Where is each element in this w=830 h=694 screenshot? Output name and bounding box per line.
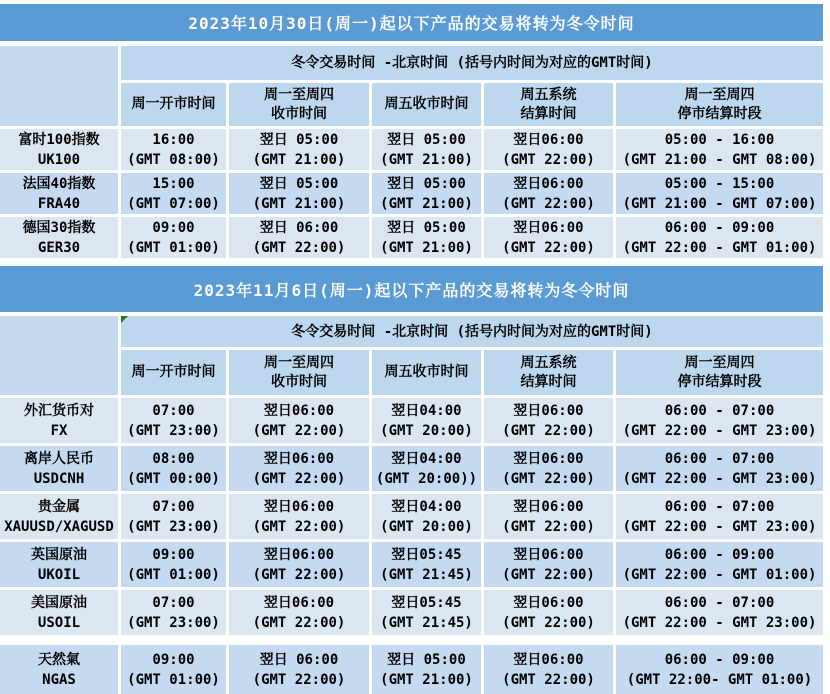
column-header-3-line: 结算时间 [520, 373, 577, 390]
time-main: 翌日 05:00 [259, 131, 339, 148]
time-main: 翌日06:00 [513, 219, 584, 236]
product-code: NGAS [42, 671, 76, 688]
time-gmt: (GMT 22:00) [252, 614, 346, 631]
value-cell-0 [121, 494, 226, 539]
schedule-table-october [0, 46, 823, 258]
product-name: 法国40指数 [22, 175, 96, 192]
value-cell-1 [229, 217, 369, 258]
product-name: 富时100指数 [18, 131, 100, 148]
column-header-2-line: 周五收市时间 [384, 96, 469, 112]
table-subheader [121, 316, 823, 347]
value-cell-0 [121, 129, 226, 170]
time-main: 06:00 - 09:00 [664, 546, 775, 563]
column-header-0-line: 周一开市时间 [131, 96, 216, 112]
time-main: 翌日06:00 [513, 498, 584, 515]
time-gmt: (GMT 21:00) [380, 151, 473, 168]
value-cell-0 [121, 398, 226, 443]
time-main: 翌日05:45 [391, 594, 462, 611]
column-header-3-line: 周五系统 [520, 86, 577, 103]
time-main: 16:00 [152, 131, 195, 148]
time-main: 翌日04:00 [391, 498, 462, 515]
time-main: 06:00 - 07:00 [664, 402, 775, 419]
product-code: UK100 [37, 151, 81, 168]
time-gmt: (GMT 20:00) [380, 518, 473, 535]
time-main: 07:00 [152, 498, 195, 515]
time-main: 翌日06:00 [513, 594, 584, 611]
value-cell-1 [229, 590, 369, 635]
time-gmt: (GMT 22:00) [502, 614, 595, 631]
product-cell [0, 217, 118, 258]
time-main: 翌日05:45 [391, 546, 462, 563]
corner-cell [0, 46, 118, 126]
time-main: 08:00 [152, 450, 195, 467]
time-main: 翌日06:00 [513, 651, 584, 668]
column-header-0 [121, 83, 226, 126]
value-cell-4 [616, 217, 823, 258]
value-cell-2 [372, 129, 481, 170]
time-gmt: (GMT 21:00) [380, 239, 473, 256]
value-cell-4 [616, 173, 823, 214]
time-main: 05:00 - 15:00 [664, 175, 775, 192]
column-header-1-line: 周一至周四 [264, 86, 334, 103]
time-main: 翌日06:00 [513, 546, 584, 563]
time-gmt: (GMT 01:00) [127, 239, 220, 256]
product-name: 美国原油 [31, 594, 87, 611]
time-main: 翌日06:00 [263, 402, 335, 419]
column-header-3 [484, 83, 613, 126]
value-cell-2 [372, 217, 481, 258]
time-gmt: (GMT 22:00) [502, 422, 595, 439]
time-gmt: (GMT 22:00) [252, 566, 346, 583]
product-code: GER30 [37, 239, 81, 256]
time-main: 翌日 05:00 [387, 651, 466, 668]
section-title: 2023年11月6日(周一)起以下产品的交易将转为冬令时间 [0, 266, 823, 312]
time-gmt: (GMT 08:00) [127, 151, 220, 168]
column-header-4-line: 周一至周四 [684, 354, 755, 371]
value-cell-3 [484, 129, 613, 170]
product-name: 离岸人民币 [24, 450, 94, 467]
time-gmt: (GMT 21:00 - GMT 08:00) [622, 151, 817, 168]
product-cell [0, 398, 118, 443]
value-cell-0 [121, 173, 226, 214]
value-cell-2 [372, 398, 481, 443]
value-cell-4 [616, 129, 823, 170]
value-cell-1 [229, 645, 369, 694]
time-gmt: (GMT 22:00 - GMT 23:00) [622, 614, 817, 631]
time-gmt: (GMT 21:00) [380, 195, 473, 212]
time-gmt: (GMT 20:00)) [375, 470, 478, 487]
value-cell-2 [372, 446, 481, 491]
value-cell-3 [484, 398, 613, 443]
time-gmt: (GMT 20:00) [380, 422, 473, 439]
table-subheader [121, 46, 823, 80]
time-main: 06:00 - 07:00 [664, 498, 775, 515]
schedule-section-november [0, 266, 830, 694]
value-cell-2 [372, 494, 481, 539]
value-cell-1 [229, 173, 369, 214]
time-main: 15:00 [152, 175, 195, 192]
column-header-1-line: 周一至周四 [264, 354, 334, 371]
value-cell-3 [484, 542, 613, 587]
time-gmt: (GMT 22:00) [502, 566, 595, 583]
value-cell-2 [372, 173, 481, 214]
time-gmt: (GMT 22:00 - GMT 01:00) [622, 566, 817, 583]
value-cell-2 [372, 645, 481, 694]
time-gmt: (GMT 22:00 - GMT 01:00) [622, 239, 817, 256]
time-main: 翌日06:00 [263, 546, 335, 563]
time-gmt: (GMT 21:00) [380, 671, 473, 688]
column-header-1-line: 收市时间 [271, 373, 327, 390]
product-cell [0, 173, 118, 214]
table-subheader-text: 冬令交易时间 -北京时间 (括号内时间为对应的GMT时间) [291, 323, 653, 340]
value-cell-1 [229, 398, 369, 443]
time-gmt: (GMT 22:00) [252, 470, 346, 487]
time-main: 翌日06:00 [263, 450, 335, 467]
value-cell-4 [616, 542, 823, 587]
product-name: 英国原油 [31, 546, 87, 563]
time-main: 翌日04:00 [391, 402, 462, 419]
value-cell-4 [616, 494, 823, 539]
time-main: 翌日04:00 [391, 450, 462, 467]
time-gmt: (GMT 22:00) [252, 239, 346, 256]
time-main: 09:00 [152, 546, 195, 563]
value-cell-0 [121, 542, 226, 587]
product-name: 贵金属 [38, 498, 80, 515]
time-gmt: (GMT 22:00) [252, 422, 346, 439]
column-header-3-line: 结算时间 [520, 105, 577, 122]
value-cell-3 [484, 494, 613, 539]
value-cell-1 [229, 494, 369, 539]
time-gmt: (GMT 22:00) [502, 151, 595, 168]
product-name: 德国30指数 [22, 219, 96, 236]
product-cell [0, 590, 118, 635]
time-gmt: (GMT 22:00) [502, 239, 595, 256]
value-cell-3 [484, 446, 613, 491]
product-code: USDCNH [33, 470, 85, 487]
product-name: 外汇货币对 [24, 402, 94, 419]
section-title: 2023年10月30日(周一)起以下产品的交易将转为冬令时间 [0, 4, 823, 41]
column-header-4 [616, 83, 823, 126]
column-header-3-line: 周五系统 [520, 354, 577, 371]
time-main: 09:00 [152, 219, 195, 236]
value-cell-2 [372, 590, 481, 635]
table-subheader-text: 冬令交易时间 -北京时间 (括号内时间为对应的GMT时间) [291, 55, 653, 71]
value-cell-4 [616, 590, 823, 635]
time-gmt: (GMT 22:00- GMT 01:00) [626, 671, 813, 688]
time-main: 翌日06:00 [513, 175, 584, 192]
schedule-table-november [0, 316, 823, 694]
value-cell-3 [484, 590, 613, 635]
value-cell-4 [616, 446, 823, 491]
time-main: 翌日 05:00 [387, 131, 466, 148]
time-gmt: (GMT 22:00) [252, 518, 346, 535]
schedule-section-october [0, 4, 830, 258]
product-code: XAUUSD/XAGUSD [4, 518, 114, 535]
time-main: 翌日06:00 [513, 131, 584, 148]
time-gmt: (GMT 21:00) [252, 195, 346, 212]
value-cell-1 [229, 129, 369, 170]
value-cell-1 [229, 542, 369, 587]
column-header-2-line: 周五收市时间 [384, 364, 469, 380]
time-gmt: (GMT 01:00) [127, 566, 220, 583]
comment-marker-icon [121, 316, 128, 323]
time-main: 翌日 05:00 [259, 175, 339, 192]
value-cell-0 [121, 590, 226, 635]
time-gmt: (GMT 21:45) [380, 614, 473, 631]
time-gmt: (GMT 21:00 - GMT 07:00) [622, 195, 817, 212]
product-cell [0, 446, 118, 491]
value-cell-4 [616, 398, 823, 443]
time-main: 06:00 - 09:00 [664, 219, 775, 236]
column-header-4-line: 停市结算时段 [677, 105, 762, 122]
value-cell-4 [616, 645, 823, 694]
time-main: 翌日 05:00 [387, 219, 466, 236]
time-gmt: (GMT 22:00 - GMT 23:00) [622, 518, 817, 535]
column-header-1 [229, 83, 369, 126]
time-main: 07:00 [152, 402, 195, 419]
time-gmt: (GMT 22:00) [502, 195, 595, 212]
time-main: 翌日06:00 [263, 594, 335, 611]
corner-cell [0, 316, 118, 395]
value-cell-0 [121, 446, 226, 491]
time-gmt: (GMT 00:00) [127, 470, 220, 487]
time-gmt: (GMT 22:00) [502, 518, 595, 535]
column-header-1 [229, 350, 369, 395]
value-cell-0 [121, 645, 226, 694]
column-header-0-line: 周一开市时间 [131, 364, 216, 380]
value-cell-0 [121, 217, 226, 258]
time-main: 09:00 [152, 651, 195, 668]
time-gmt: (GMT 21:00) [252, 151, 346, 168]
time-main: 05:00 - 16:00 [664, 131, 775, 148]
column-header-0 [121, 350, 226, 395]
value-cell-3 [484, 217, 613, 258]
column-header-1-line: 收市时间 [271, 105, 327, 122]
time-gmt: (GMT 22:00) [502, 470, 595, 487]
product-cell [0, 645, 118, 694]
column-header-3 [484, 350, 613, 395]
time-gmt: (GMT 23:00) [127, 422, 220, 439]
time-gmt: (GMT 21:45) [380, 566, 473, 583]
value-cell-3 [484, 645, 613, 694]
time-gmt: (GMT 22:00 - GMT 23:00) [622, 422, 817, 439]
time-main: 06:00 - 07:00 [664, 594, 775, 611]
product-code: USOIL [37, 614, 81, 631]
time-main: 翌日 05:00 [387, 175, 466, 192]
column-header-4 [616, 350, 823, 395]
time-gmt: (GMT 01:00) [127, 671, 220, 688]
value-cell-3 [484, 173, 613, 214]
product-cell [0, 129, 118, 170]
time-main: 翌日 06:00 [259, 651, 339, 668]
time-main: 07:00 [152, 594, 195, 611]
time-gmt: (GMT 22:00 - GMT 23:00) [622, 470, 817, 487]
row-spacer [0, 638, 823, 642]
time-main: 翌日06:00 [263, 498, 335, 515]
product-code: FX [50, 422, 68, 439]
value-cell-2 [372, 542, 481, 587]
product-name: 天然氣 [38, 651, 80, 668]
column-header-4-line: 周一至周四 [684, 86, 755, 103]
product-cell [0, 494, 118, 539]
time-gmt: (GMT 23:00) [127, 518, 220, 535]
product-code: UKOIL [37, 566, 81, 583]
column-header-2 [372, 350, 481, 395]
time-gmt: (GMT 07:00) [127, 195, 220, 212]
time-main: 翌日06:00 [513, 450, 584, 467]
product-cell [0, 542, 118, 587]
product-code: FRA40 [37, 195, 81, 212]
time-gmt: (GMT 22:00) [502, 671, 595, 688]
value-cell-1 [229, 446, 369, 491]
time-gmt: (GMT 23:00) [127, 614, 220, 631]
time-main: 翌日 06:00 [259, 219, 339, 236]
time-main: 06:00 - 09:00 [664, 651, 775, 668]
time-main: 06:00 - 07:00 [664, 450, 775, 467]
column-header-4-line: 停市结算时段 [677, 373, 762, 390]
time-gmt: (GMT 22:00) [252, 671, 346, 688]
time-main: 翌日06:00 [513, 402, 584, 419]
column-header-2 [372, 83, 481, 126]
